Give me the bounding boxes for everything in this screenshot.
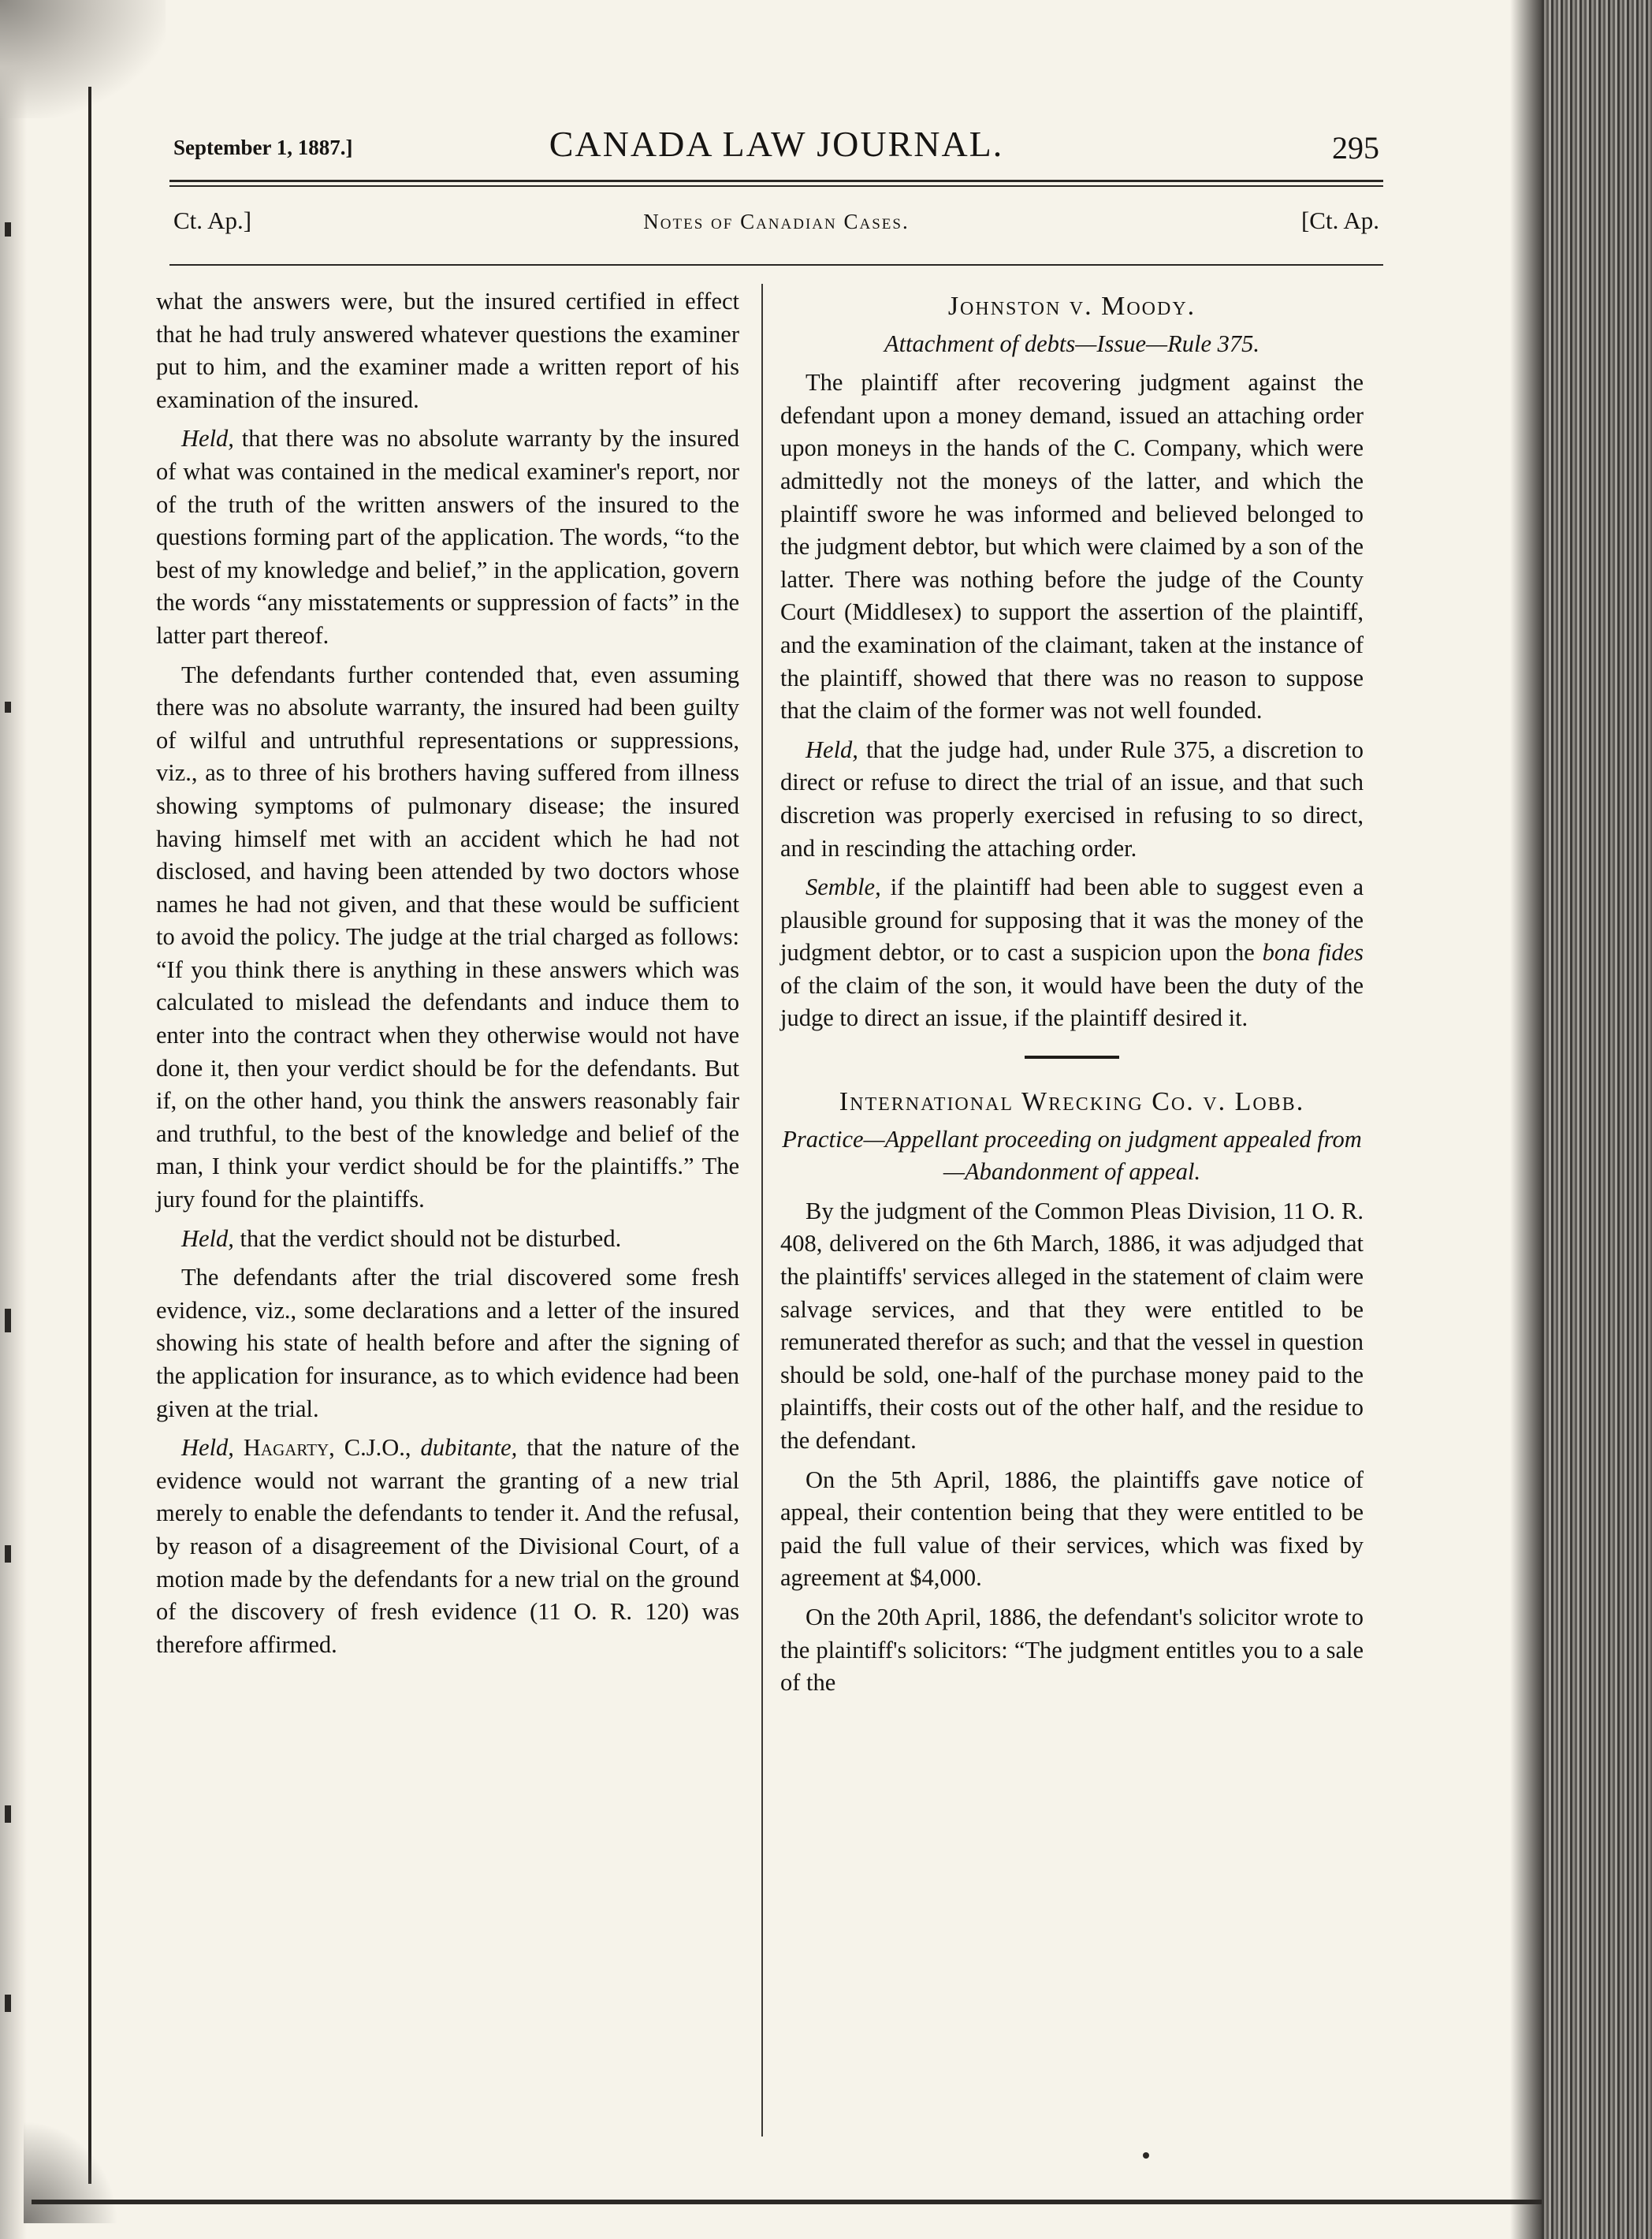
paragraph: On the 5th April, 1886, the plaintiffs gave notice of appeal, their contention being that they were entitled to be paid the full value of their services, which was fixed by agreement at $4,000. xyxy=(780,1466,1364,1592)
held-label: Held, xyxy=(181,1224,234,1252)
case-subject: Practice—Appellant proceeding on judgment appealed from—Abandonment of appeal. xyxy=(782,1125,1362,1186)
margin-mark xyxy=(5,1805,11,1823)
scan-bottom-border xyxy=(32,2200,1542,2204)
column-divider xyxy=(761,284,763,2137)
held-label: Held, xyxy=(806,736,858,763)
semble-label: Semble, xyxy=(806,874,881,901)
paragraph: By the judgment of the Common Pleas Division, 11 O. R. 408, delivered on the 6th March, 1886, it was adjudged that the plaintiffs' services alleged in the statement of claim were salvage services, and that they were entitled to be remunerated therefor as such; and that the vessel in question should be sold, one-half of the purchase money paid to the plaintiffs, their costs out of the other half, and the residue to the defendant. xyxy=(780,1197,1364,1454)
dubitante: dubitante, xyxy=(420,1434,518,1462)
header-rule xyxy=(169,264,1383,266)
header-double-rule xyxy=(169,180,1383,187)
paragraph: The defendants further contended that, even assuming there was no absolute warranty, the insured had been guilty of wilful and untruthful representations or suppressions, viz., as to three of his brothers having suffered from illness showing symptoms of pulmonary disease; the insured having himself met with an accident which he had not disclosed, and having been attended by two doctors whose names he had not given, and that these would be sufficient to avoid the policy. The judge at the trial charged as follows: “If you think there is anything in these answers which was calculated to mislead the defendants and induce them to enter into the contract when they otherwise would not have done it, then your verdict should be for the defendants. But if, on the other hand, you think the answers reasonably fair and truthful, to the best of the knowledge and belief of the man, I think your verdict should be for the plaintiffs.” The jury found for the plaintiffs. xyxy=(156,661,739,1213)
journal-title: CANADA LAW JOURNAL. xyxy=(549,124,1004,164)
case-subject: Attachment of debts—Issue—Rule 375. xyxy=(884,330,1260,357)
issue-date: September 1, 1887.] xyxy=(173,136,353,159)
paragraph: Held, that there was no absolute warranty by the insured of what was contained in the medical examiner's report, nor of the truth of the written answers of the insured to the questions forming part of the application. The words, “to the best of my knowledge and belief,” in the application, govern the words “any misstatements or suppression of facts” in the latter part thereof. xyxy=(156,425,739,649)
held-label: Held, xyxy=(181,425,234,453)
paragraph: Held, that the judge had, under Rule 375, a discretion to direct or refuse to direct the trial of an issue, and that such discretion was properly exercised in refusing to so direct, and in rescinding the attaching order. xyxy=(780,736,1364,862)
scan-binding-edge xyxy=(1542,0,1652,2239)
margin-mark xyxy=(5,1545,11,1563)
held-label: Held, xyxy=(181,1434,234,1462)
margin-mark xyxy=(5,1995,11,2012)
case-title: Johnston v. Moody. xyxy=(947,292,1196,321)
margin-mark xyxy=(5,222,11,237)
case-title: International Wrecking Co. v. Lobb. xyxy=(839,1087,1305,1117)
paragraph: what the answers were, but the insured certified in effect that he had truly answered whatever questions the examiner put to him, and the examiner made a written report of his examination of the insured. xyxy=(156,288,739,413)
scan-page-border xyxy=(88,87,91,2184)
paragraph: On the 20th April, 1886, the defendant's solicitor wrote to the plaintiff's solicitors: “The judgment entitles you to a sale of the xyxy=(780,1603,1364,1697)
margin-mark xyxy=(5,702,11,713)
page-number: 295 xyxy=(1332,130,1379,166)
paragraph: The plaintiff after recovering judgment against the defendant upon a money demand, issued an attaching order upon moneys in the hands of the C. Company, which were admittedly not the moneys of the latter, and which the plaintiff swore he was informed and believed belonged to the judgment debtor, but which were claimed by a son of the latter. There was nothing before the judge of the County Court (Middlesex) to support the assertion of the plaintiff, and the examination of the claimant, taken at the instance of the plaintiff, showed that there was no reason to suppose that the claim of the former was not well founded. xyxy=(780,369,1364,725)
court-label-left: Ct. Ap.] xyxy=(173,207,252,234)
paragraph: Held, Hagarty, C.J.O., dubitante, that the nature of the evidence would not warrant the granting of a new trial merely to enable the defendants to tender it. And the refusal, by reason of a disagreement of the Divisional Court, of a motion made by the defendants for a new trial on the ground of the discovery of fresh evidence (11 O. R. 120) was therefore affirmed. xyxy=(156,1434,739,1658)
bona-fides: bona fides xyxy=(1262,939,1364,967)
case-divider xyxy=(1025,1056,1119,1059)
section-head xyxy=(173,207,1379,246)
page-dot xyxy=(1143,2152,1149,2159)
running-head xyxy=(173,118,1379,166)
scan-top-corner-stain xyxy=(0,0,166,118)
right-column xyxy=(780,285,1364,1706)
left-column xyxy=(156,285,739,1667)
margin-mark xyxy=(5,1309,11,1332)
paragraph: The defendants after the trial discovered some fresh evidence, viz., some declarations and a letter of the insured showing his state of health before and after the signing of the application for insurance, as to which evidence had been given at the trial. xyxy=(156,1264,739,1422)
scan-bottom-corner-stain xyxy=(24,2121,118,2223)
paragraph: Semble, if the plaintiff had been able to suggest even a plausible ground for supposing that it was the money of the judgment debtor, or to cast a suspicion upon the bona fides of the claim of the son, it would have been the duty of the judge to direct an issue, if the plaintiff desired it. xyxy=(780,874,1364,1032)
paragraph: Held, that the verdict should not be disturbed. xyxy=(181,1224,622,1252)
scan-left-edge xyxy=(0,0,27,2239)
section-title: Notes of Canadian Cases. xyxy=(643,210,910,233)
court-label-right: [Ct. Ap. xyxy=(1300,207,1379,234)
judge-name: Hagarty, C.J.O., xyxy=(243,1434,411,1462)
